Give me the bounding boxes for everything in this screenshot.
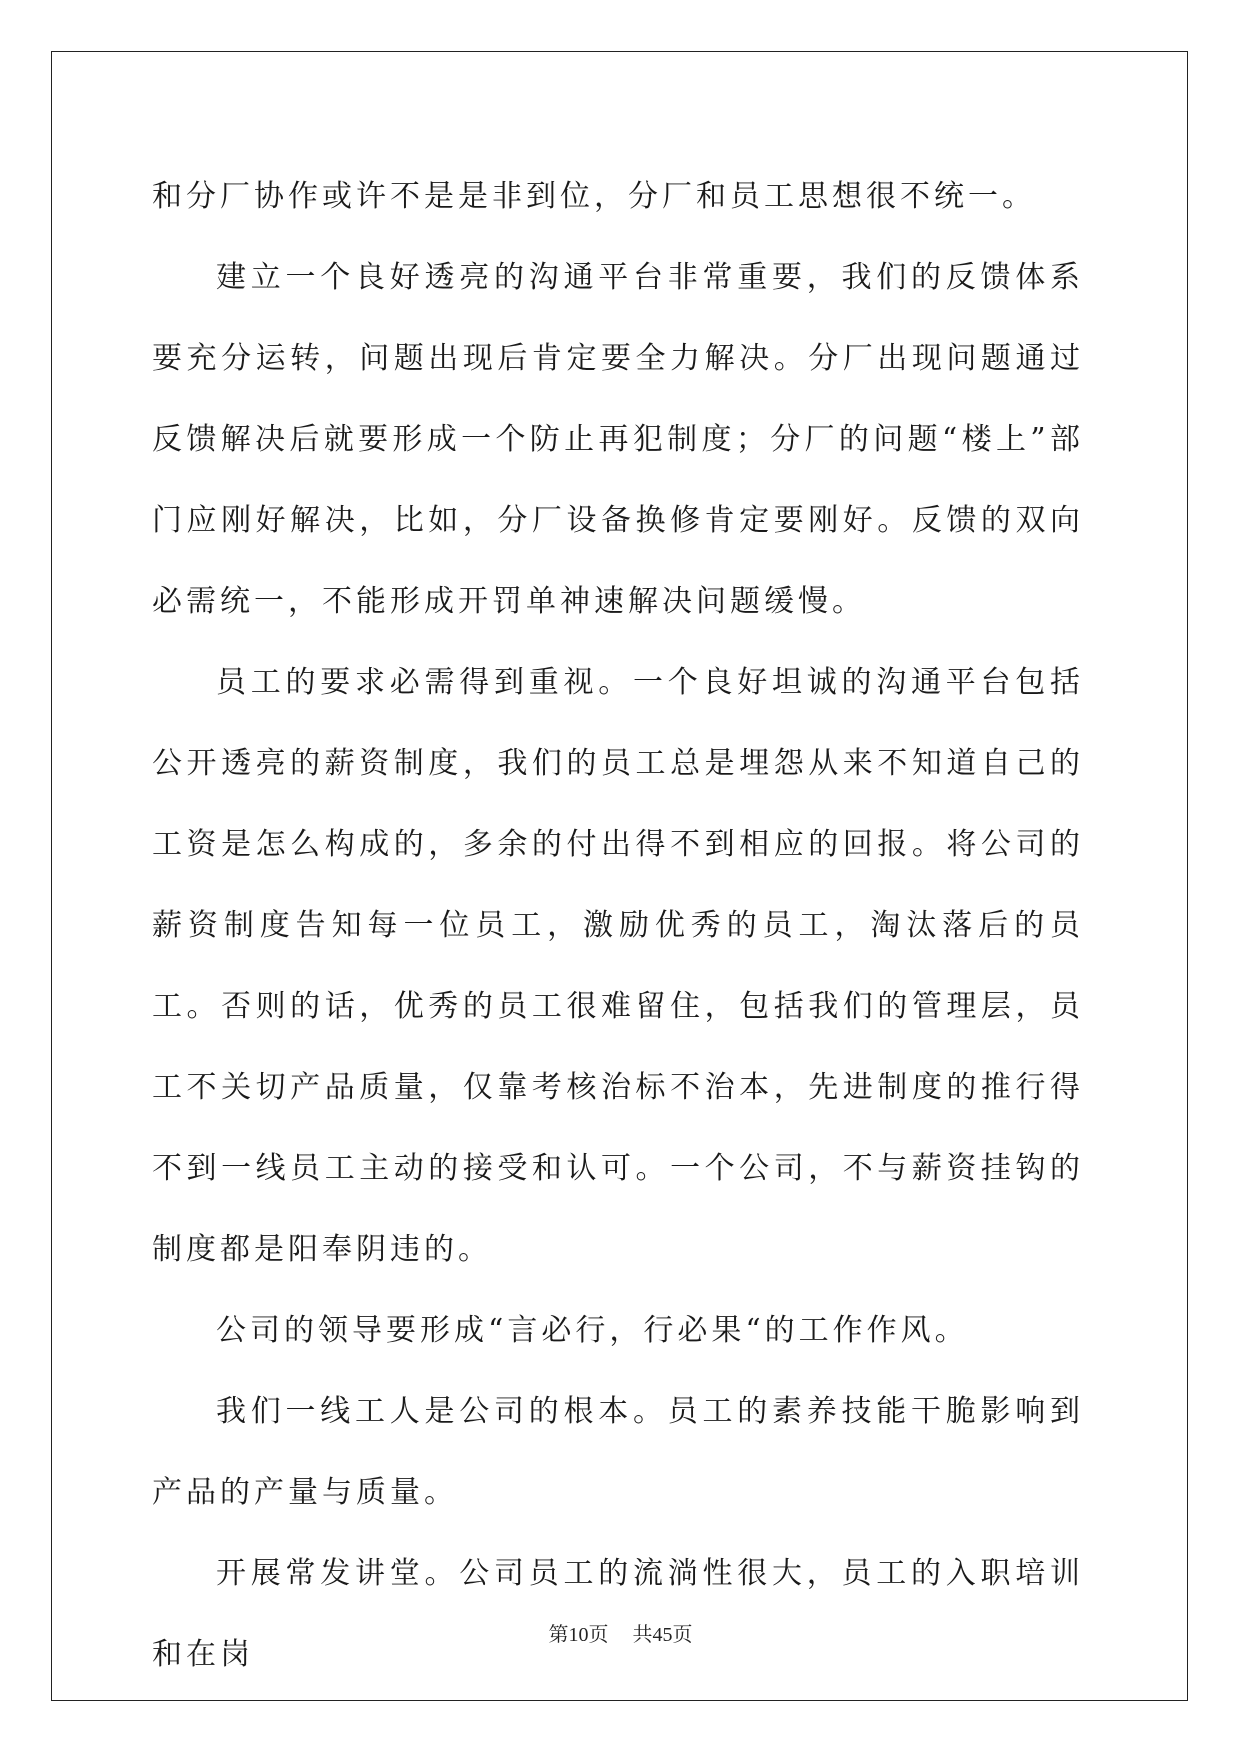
page-total: 共45页 (632, 1624, 693, 1646)
paragraph-6: 开展常发讲堂。公司员工的流淌性很大，员工的入职培训和在岗 (152, 1556, 1084, 1672)
paragraph-1: 和分厂协作或许不是是非到位，分厂和员工思想很不统一。 (152, 179, 1036, 214)
document-body (152, 156, 1084, 1695)
paragraph-3: 员工的要求必需得到重视。一个良好坦诚的沟通平台包括公开透亮的薪资制度，我们的员工总是埋怨从来不知道自己的工资是怎么构成的，多余的付出得不到相应的回报。将公司的薪资制度告知每一位员工，激励优秀的员工，淘汰落后的员工。否则的话，优秀的员工很难留住，包括我们的管理层，员工不关切产品质量，仅靠考核治标不治本，先进制度的推行得不到一线员工主动的接受和认可。一个公司，不与薪资挂钩的制度都是阳奉阴违的。 (152, 665, 1084, 1267)
paragraph-4: 公司的领导要形成“言必行，行必果“的工作作风。 (216, 1313, 969, 1348)
page-footer (0, 1618, 1241, 1647)
page-number: 第10页 (548, 1624, 609, 1646)
paragraph-5: 我们一线工人是公司的根本。员工的素养技能干脆影响到产品的产量与质量。 (152, 1394, 1084, 1510)
paragraph-2: 建立一个良好透亮的沟通平台非常重要，我们的反馈体系要充分运转，问题出现后肯定要全力解决。分厂出现问题通过反馈解决后就要形成一个防止再犯制度；分厂的问题“楼上”部门应刚好解决，比如，分厂设备换修肯定要刚好。反馈的双向必需统一，不能形成开罚单神速解决问题缓慢。 (152, 260, 1084, 619)
